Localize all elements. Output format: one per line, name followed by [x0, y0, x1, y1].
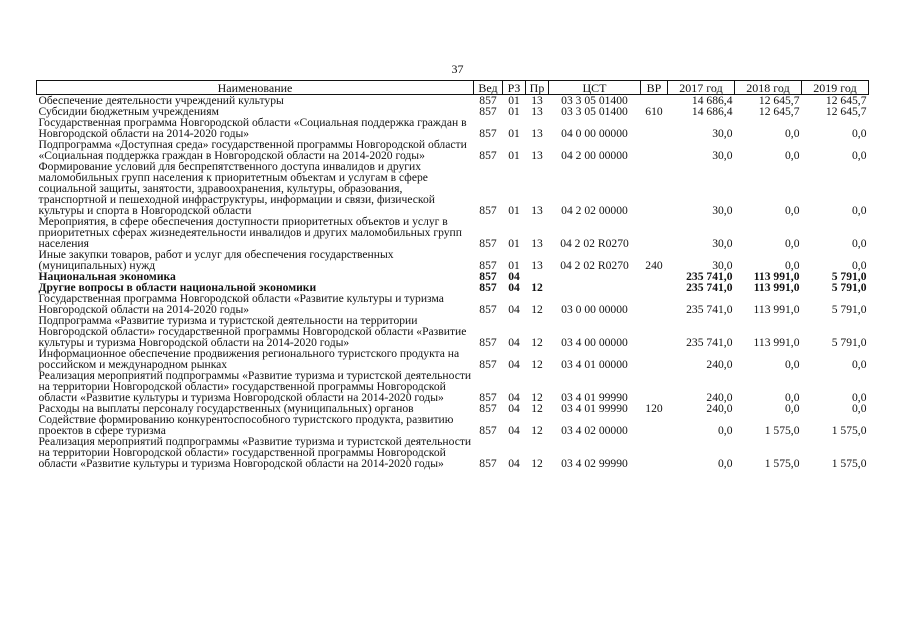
row-cst: 03 4 01 99990 [561, 402, 628, 415]
row-name: Иные закупки товаров, работ и услуг для обеспечения государственных (муниципальных) нужд [38, 248, 394, 272]
row-2019: 1 575,0 [831, 457, 867, 470]
row-pr: 12 [531, 402, 543, 415]
row-name: Подпрограмма «Развитие туризма и туристской деятельности на территории Новгородской области» государственной программы Новгородской области «Развитие культуры и туризма Новгородской области на 2014-2020 годы» [38, 314, 467, 349]
row-ved: 857 [479, 336, 497, 349]
row-2018: 0,0 [785, 237, 800, 250]
row-2018: 1 575,0 [764, 424, 800, 437]
row-cst: 03 3 05 01400 [561, 94, 628, 107]
row-2019: 12 645,7 [825, 105, 867, 118]
row-ved: 857 [479, 204, 497, 217]
row-vr [641, 293, 668, 315]
row-ved: 857 [479, 402, 497, 415]
row-2017: 30,0 [712, 237, 733, 250]
row-2019: 1 575,0 [831, 424, 867, 437]
row-ved: 857 [479, 94, 497, 107]
row-cst: 03 4 02 00000 [561, 424, 628, 437]
row-2017: 240,0 [706, 358, 733, 371]
table-row [37, 117, 869, 139]
row-rz: 01 [508, 149, 520, 162]
row-rz: 04 [508, 281, 520, 294]
header-pr: Пр [526, 81, 549, 95]
row-cst: 03 3 05 01400 [561, 105, 628, 118]
row-pr: 12 [531, 457, 543, 470]
row-2017: 240,0 [706, 391, 733, 404]
row-rz: 04 [508, 358, 520, 371]
table-row [37, 249, 869, 271]
row-name: Реализация мероприятий подпрограммы «Развитие туризма и туристской деятельности на территории Новгородской области» государственной программы Новгородской области «Развитие культуры и туризма Новгородской области на 2014-2020 годы» [38, 435, 472, 470]
row-vr [641, 436, 668, 469]
table-row [37, 293, 869, 315]
row-cst: 03 0 00 00000 [561, 303, 628, 316]
row-2019: 0,0 [852, 127, 867, 140]
header-vr: ВР [641, 81, 668, 95]
row-2018: 0,0 [785, 402, 800, 415]
row-rz: 01 [508, 127, 520, 140]
table-row [37, 161, 869, 216]
row-2019: 0,0 [852, 402, 867, 415]
row-ved: 857 [479, 149, 497, 162]
row-2018: 0,0 [785, 149, 800, 162]
row-2017: 240,0 [706, 402, 733, 415]
row-cst: 03 4 02 99990 [561, 457, 628, 470]
row-2018: 113 991,0 [753, 270, 800, 283]
row-name: Субсидии бюджетным учреждениям [38, 105, 219, 118]
row-2019: 0,0 [852, 391, 867, 404]
header-2019: 2019 год [802, 81, 869, 95]
row-pr: 13 [531, 237, 543, 250]
row-ved: 857 [479, 259, 497, 272]
row-ved: 857 [479, 457, 497, 470]
table-row [37, 315, 869, 348]
row-ved: 857 [479, 391, 497, 404]
row-rz: 04 [508, 457, 520, 470]
row-2019: 0,0 [852, 237, 867, 250]
row-name: Информационное обеспечение продвижения регионального туристского продукта на российском и международном рынках [38, 347, 460, 371]
page-number: 37 [451, 62, 464, 76]
row-cst [549, 282, 641, 293]
row-vr [641, 414, 668, 436]
row-pr: 12 [531, 424, 543, 437]
table-header-row [37, 81, 869, 95]
row-2018: 12 645,7 [758, 94, 800, 107]
row-rz: 04 [508, 270, 520, 283]
row-rz: 01 [508, 259, 520, 272]
row-vr: 120 [645, 402, 663, 415]
row-pr: 13 [531, 204, 543, 217]
row-2019: 5 791,0 [831, 336, 867, 349]
row-vr [641, 117, 668, 139]
row-pr: 12 [531, 336, 543, 349]
row-pr: 12 [531, 358, 543, 371]
row-rz: 01 [508, 94, 520, 107]
table-body [37, 95, 869, 470]
row-pr: 13 [531, 149, 543, 162]
row-name: Государственная программа Новгородской области «Развитие культуры и туризма Новгородской области на 2014-2020 годы» [38, 292, 444, 316]
table-row [37, 348, 869, 370]
table-row [37, 370, 869, 403]
header-ved: Вед [474, 81, 503, 95]
row-name: Мероприятия, в сфере обеспечения доступности приоритетных объектов и услуг в приоритетных сферах жизнедеятельности инвалидов и других маломобильных групп населения [38, 215, 462, 250]
table-row [37, 414, 869, 436]
header-rz: РЗ [503, 81, 526, 95]
row-2017: 30,0 [712, 149, 733, 162]
row-ved: 857 [479, 424, 497, 437]
header-2018: 2018 год [735, 81, 802, 95]
row-pr: 13 [531, 94, 543, 107]
row-cst: 04 2 02 R0270 [560, 259, 629, 272]
row-cst [549, 271, 641, 282]
row-ved: 857 [479, 270, 497, 283]
row-name: Формирование условий для беспрепятственного доступа инвалидов и других маломобильных групп населения к приоритетным объектам и услугам в сфере социальной защиты, занятости, здравоохранения, культуры, образования, транспортной и пешеходной инфраструктуры, информации и связи, физической культуры и спорта в Новгородской области [38, 160, 435, 217]
row-2017: 0,0 [718, 424, 733, 437]
row-name: Подпрограмма «Доступная среда» государственной программы Новгородской области «Социальная поддержка граждан в Новгородской области на 2014-2020 годы» [38, 138, 467, 162]
row-2019: 5 791,0 [831, 303, 867, 316]
row-name: Обеспечение деятельности учреждений культуры [38, 94, 284, 107]
row-vr [641, 161, 668, 216]
row-ved: 857 [479, 281, 497, 294]
row-rz: 04 [508, 303, 520, 316]
row-rz: 01 [508, 204, 520, 217]
row-ved: 857 [479, 105, 497, 118]
row-name: Государственная программа Новгородской области «Социальная поддержка граждан в Новгородской области на 2014-2020 годы» [38, 116, 467, 140]
row-2017: 30,0 [712, 204, 733, 217]
row-vr [641, 348, 668, 370]
row-vr [641, 139, 668, 161]
row-2018: 113 991,0 [753, 303, 800, 316]
table-row [37, 139, 869, 161]
row-cst: 04 2 02 00000 [561, 204, 628, 217]
row-vr [641, 216, 668, 249]
row-2019: 12 645,7 [825, 94, 867, 107]
row-2019: 0,0 [852, 259, 867, 272]
header-2017: 2017 год [668, 81, 735, 95]
row-2018: 0,0 [785, 204, 800, 217]
row-2019: 0,0 [852, 358, 867, 371]
row-ved: 857 [479, 237, 497, 250]
row-2019: 0,0 [852, 204, 867, 217]
row-name: Содействие формированию конкурентоспособного туристского продукта, развитию проектов в сфере туризма [38, 413, 454, 437]
row-2018: 0,0 [785, 391, 800, 404]
row-cst: 04 2 00 00000 [561, 149, 628, 162]
row-2018: 0,0 [785, 358, 800, 371]
row-2017: 14 686,4 [691, 105, 733, 118]
row-2018: 0,0 [785, 259, 800, 272]
row-vr: 610 [645, 105, 663, 118]
row-name: Другие вопросы в области национальной экономики [38, 281, 317, 294]
row-ved: 857 [479, 127, 497, 140]
row-rz: 04 [508, 336, 520, 349]
table-row [37, 436, 869, 469]
row-cst: 03 4 00 00000 [561, 336, 628, 349]
table-row [37, 216, 869, 249]
row-pr: 12 [531, 303, 543, 316]
row-cst: 04 2 02 R0270 [560, 237, 629, 250]
row-2017: 235 741,0 [686, 281, 733, 294]
row-pr: 13 [531, 105, 543, 118]
header-cst: ЦСТ [549, 81, 641, 95]
row-pr: 13 [531, 127, 543, 140]
row-ved: 857 [479, 358, 497, 371]
row-2019: 5 791,0 [831, 270, 867, 283]
row-cst: 04 0 00 00000 [561, 127, 628, 140]
row-2017: 235 741,0 [686, 303, 733, 316]
row-cst: 03 4 01 00000 [561, 358, 628, 371]
row-2018: 12 645,7 [758, 105, 800, 118]
row-2018: 113 991,0 [753, 281, 800, 294]
row-2018: 113 991,0 [753, 336, 800, 349]
row-2017: 235 741,0 [686, 270, 733, 283]
row-2017: 30,0 [712, 127, 733, 140]
row-vr [641, 282, 668, 293]
row-pr: 12 [531, 391, 543, 404]
row-rz: 01 [508, 105, 520, 118]
row-vr: 240 [645, 259, 663, 272]
row-rz: 01 [508, 237, 520, 250]
row-rz: 04 [508, 424, 520, 437]
row-pr: 13 [531, 259, 543, 272]
row-rz: 04 [508, 391, 520, 404]
header-name: Наименование [37, 81, 474, 95]
row-2017: 235 741,0 [686, 336, 733, 349]
row-cst: 03 4 01 99990 [561, 391, 628, 404]
row-2019: 0,0 [852, 149, 867, 162]
row-name: Национальная экономика [38, 270, 176, 283]
row-ved: 857 [479, 303, 497, 316]
row-2017: 0,0 [718, 457, 733, 470]
row-2017: 30,0 [712, 259, 733, 272]
row-vr [641, 315, 668, 348]
budget-table [36, 80, 869, 469]
row-name: Реализация мероприятий подпрограммы «Развитие туризма и туристской деятельности на территории Новгородской области» государственной программы Новгородской области «Развитие культуры и туризма Новгородской области на 2014-2020 годы» [38, 369, 472, 404]
row-pr: 12 [531, 281, 543, 294]
row-2017: 14 686,4 [691, 94, 733, 107]
row-name: Расходы на выплаты персоналу государственных (муниципальных) органов [38, 402, 414, 415]
row-vr [641, 271, 668, 282]
row-vr [641, 370, 668, 403]
row-rz: 04 [508, 402, 520, 415]
row-2019: 5 791,0 [831, 281, 867, 294]
row-2018: 0,0 [785, 127, 800, 140]
row-2018: 1 575,0 [764, 457, 800, 470]
